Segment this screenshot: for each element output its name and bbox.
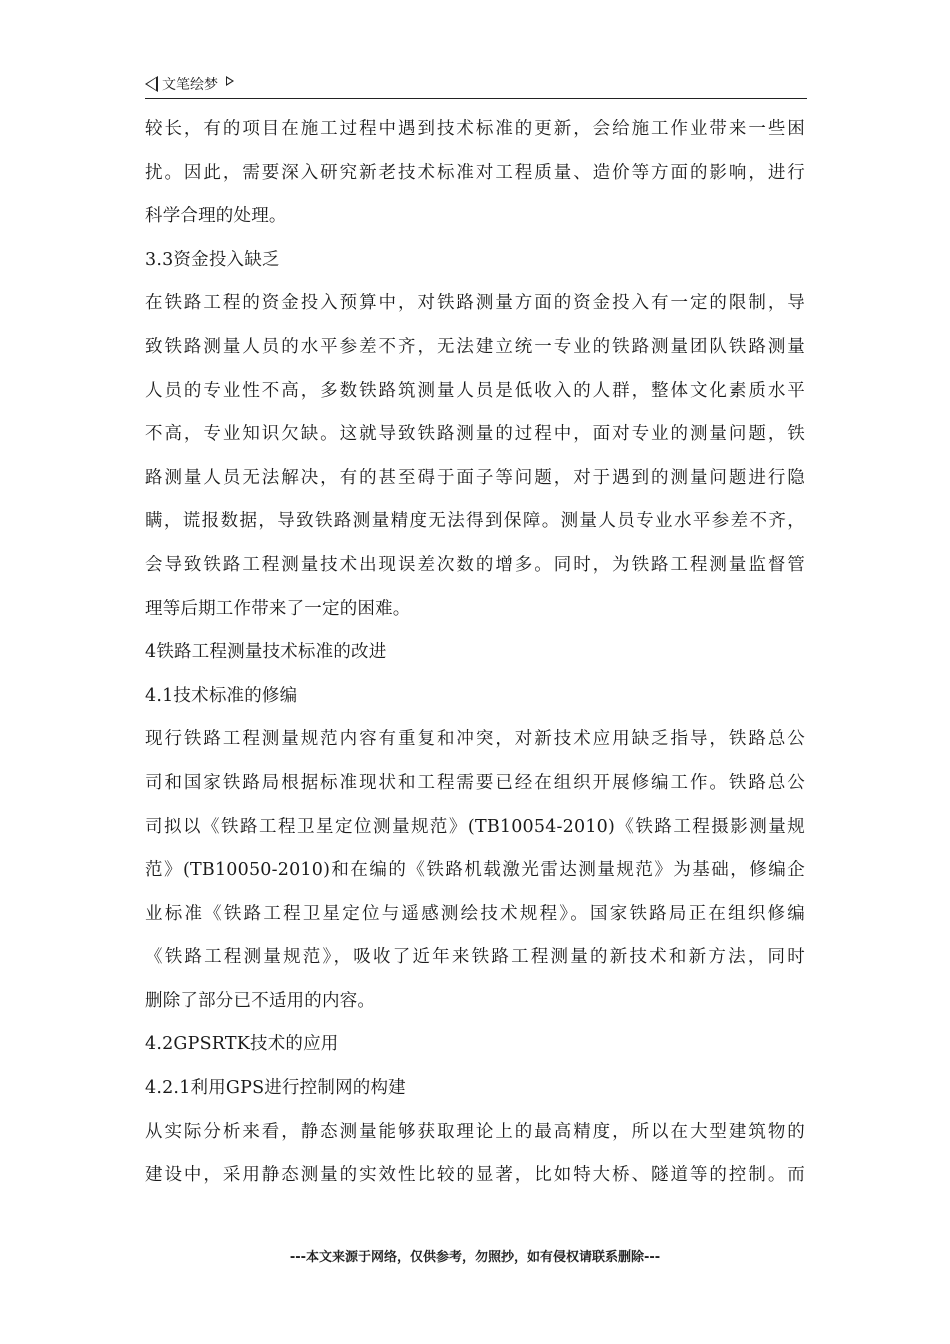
text-line: 3.3资金投入缺乏 (145, 249, 280, 270)
triangle-left-icon (145, 76, 158, 92)
page-header (145, 72, 807, 99)
text-line: 《铁路工程测量规范》，吸收了近年来铁路工程测量的新技术和新方法，同时 (145, 947, 805, 968)
text-line: 建设中，采用静态测量的实效性比较的显著，比如特大桥、隧道等的控制。而 (145, 1165, 805, 1186)
text-line: 扰。因此，需要深入研究新老技术标准对工程质量、造价等方面的影响，进行 (145, 162, 805, 183)
text-line: 在铁路工程的资金投入预算中，对铁路测量方面的资金投入有一定的限制，导 (145, 293, 805, 314)
text-line: 较长，有的项目在施工过程中遇到技术标准的更新，会给施工作业带来一些困 (145, 119, 805, 139)
text-line: 删除了部分已不适用的内容。 (145, 990, 376, 1011)
body-text (145, 108, 805, 1198)
text-line: 4.2GPSRTK技术的应用 (145, 1034, 339, 1055)
brand-name: 文笔绘梦 (162, 77, 218, 93)
text-line: 路测量人员无法解决，有的甚至碍于面子等问题，对于遇到的测量问题进行隐 (145, 467, 805, 488)
header-brand (145, 74, 234, 94)
text-line: 致铁路测量人员的水平参差不齐，无法建立统一专业的铁路测量团队铁路测量 (145, 336, 805, 357)
text-line: 范》(TB10050-2010)和在编的《铁路机载激光雷达测量规范》为基础，修编企 (145, 860, 805, 881)
text-line: 从实际分析来看，静态测量能够获取理论上的最高精度，所以在大型建筑物的 (145, 1121, 805, 1142)
text-line: 4.1技术标准的修编 (145, 685, 298, 706)
text-line: 业标准《铁路工程卫星定位与遥感测绘技术规程》。国家铁路局正在组织修编 (145, 903, 805, 924)
text-line: 理等后期工作带来了一定的困难。 (145, 598, 411, 619)
text-line: 司和国家铁路局根据标准现状和工程需要已经在组织开展修编工作。铁路总公 (145, 772, 805, 793)
text-line: 人员的专业性不高，多数铁路筑测量人员是低收入的人群，整体文化素质水平 (145, 380, 805, 401)
footer-notice: ---本文来源于网络，仅供参考，勿照抄，如有侵权请联系删除--- (289, 1250, 661, 1265)
triangle-right-icon (226, 76, 234, 86)
text-line: 4铁路工程测量技术标准的改进 (145, 642, 387, 663)
text-line: 会导致铁路工程测量技术出现误差次数的增多。同时，为铁路工程测量监督管 (145, 554, 805, 575)
text-line: 瞒，谎报数据，导致铁路测量精度无法得到保障。测量人员专业水平参差不齐， (145, 511, 805, 532)
text-line: 司拟以《铁路工程卫星定位测量规范》(TB10054-2010)《铁路工程摄影测量规 (145, 816, 805, 837)
text-line: 科学合理的处理。 (145, 206, 287, 227)
text-line: 4.2.1利用GPS进行控制网的构建 (145, 1078, 406, 1099)
text-line: 不高，专业知识欠缺。这就导致铁路测量的过程中，面对专业的测量问题，铁 (145, 424, 805, 445)
text-line: 现行铁路工程测量规范内容有重复和冲突，对新技术应用缺乏指导，铁路总公 (145, 729, 805, 750)
